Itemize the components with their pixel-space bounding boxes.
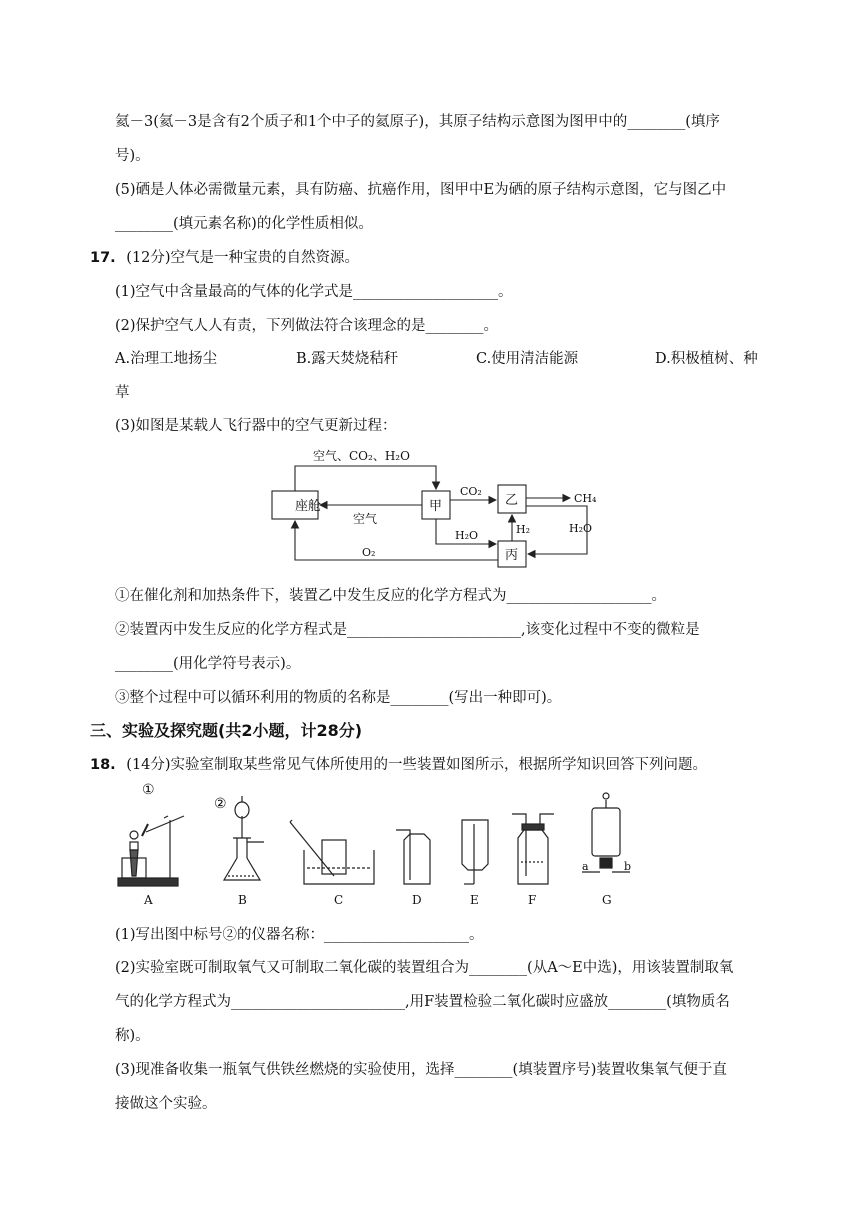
port-b-label: b [624,860,632,873]
q17-sub2-line: ②装置丙中发生反应的化学方程式是________________________,该变化过程中不变的微粒是 [115,622,700,638]
ch4-flow-label: CH₄ [574,492,597,505]
jia-label: 甲 [429,499,443,514]
apparatus-d [396,830,430,884]
q17-item3: (3)如图是某载人飞行器中的空气更新过程： [115,418,397,434]
q17-stem [90,248,359,268]
q16-item5-line: (5)硒是人体必需微量元素，具有防癌、抗癌作用，图甲中E为硒的原子结构示意图，它与图乙中 [115,182,727,198]
o2-flow-label: O₂ [362,546,376,559]
apparatus-b [224,796,264,880]
top-flow-label: 空气、CO₂、H₂O [313,449,410,463]
q18-item1: (1)写出图中标号②的仪器名称：____________________。 [115,927,484,943]
q18-item2-line: 气的化学方程式为________________________,用F装置检验二氧化碳时应盛放________(填物质名 [115,994,730,1010]
apparatus-label: G [602,893,612,907]
q16-item5-line: ________(填元素名称)的化学性质相似。 [115,216,373,232]
h2o-right-flow-label: H₂O [569,522,593,535]
port-a-label: a [582,860,589,873]
q17-sub3: ③整个过程中可以循环利用的物质的名称是________(写出一种即可)。 [115,690,562,706]
section-heading: 三、实验及探究题(共2小题，计28分) [90,721,363,740]
cabin-label: 座舱 [295,499,322,514]
q17-option-a: A.治理工地扬尘 [115,351,218,367]
apparatus-label: E [470,893,479,907]
air-flow-label: 空气 [353,512,378,526]
question-stem: (14分)实验室制取某些常见气体所使用的一些装置如图所示，根据所学知识回答下列问题。 [126,757,708,773]
q18-item2-line: (2)实验室既可制取氧气又可制取二氧化碳的装置组合为________(从A～E中选)，用该装置制取氧 [115,960,734,976]
question-number: 18. [90,757,116,773]
bing-label: 丙 [505,548,519,563]
q16-text-line: 号)。 [115,148,150,164]
q17-option-d-cont: 草 [115,385,130,401]
q17-option-d: D.积极植树、种 [655,351,758,367]
apparatus-figure [112,780,652,910]
co2-flow-label: CO₂ [460,485,482,498]
q17-sub2-line: ________(用化学符号表示)。 [115,656,301,672]
apparatus-e [462,820,488,884]
question-number: 17. [90,250,116,266]
apparatus-g [582,793,630,872]
q17-item1: (1)空气中含量最高的气体的化学式是____________________。 [115,284,513,300]
q16-text-line: 氦－3(氦－3是含有2个质子和1个中子的氦原子)，其原子结构示意图为图甲中的________(填序 [115,114,720,130]
apparatus-label: F [528,893,537,907]
apparatus-label: D [412,893,422,907]
q17-item2: (2)保护空气人人有责，下列做法符合该理念的是________。 [115,318,499,334]
apparatus-a [118,816,184,886]
marker-2: ② [214,796,227,812]
apparatus-c [290,820,374,884]
question-stem: (12分)空气是一种宝贵的自然资源。 [126,250,360,266]
apparatus-f [512,814,554,884]
q18-item3-line: (3)现准备收集一瓶氧气供铁丝燃烧的实验使用，选择________(填装置序号)装置收集氧气便于直 [115,1062,727,1078]
apparatus-label: B [238,893,247,907]
apparatus-label: A [144,893,153,907]
h2o-left-flow-label: H₂O [455,529,479,542]
q18-stem [90,755,707,775]
apparatus-label: C [334,893,344,907]
q17-sub1: ①在催化剂和加热条件下，装置乙中发生反应的化学方程式为____________________。 [115,588,666,604]
q17-option-c: C.使用清洁能源 [476,351,579,367]
q18-item3-line: 接做这个实验。 [115,1096,217,1112]
yi-label: 乙 [505,493,519,508]
q17-option-b: B.露天焚烧秸秆 [296,351,399,367]
marker-1: ① [142,782,155,798]
air-renewal-diagram [265,444,615,570]
q18-item2-line: 称)。 [115,1028,150,1044]
h2-flow-label: H₂ [516,523,531,536]
